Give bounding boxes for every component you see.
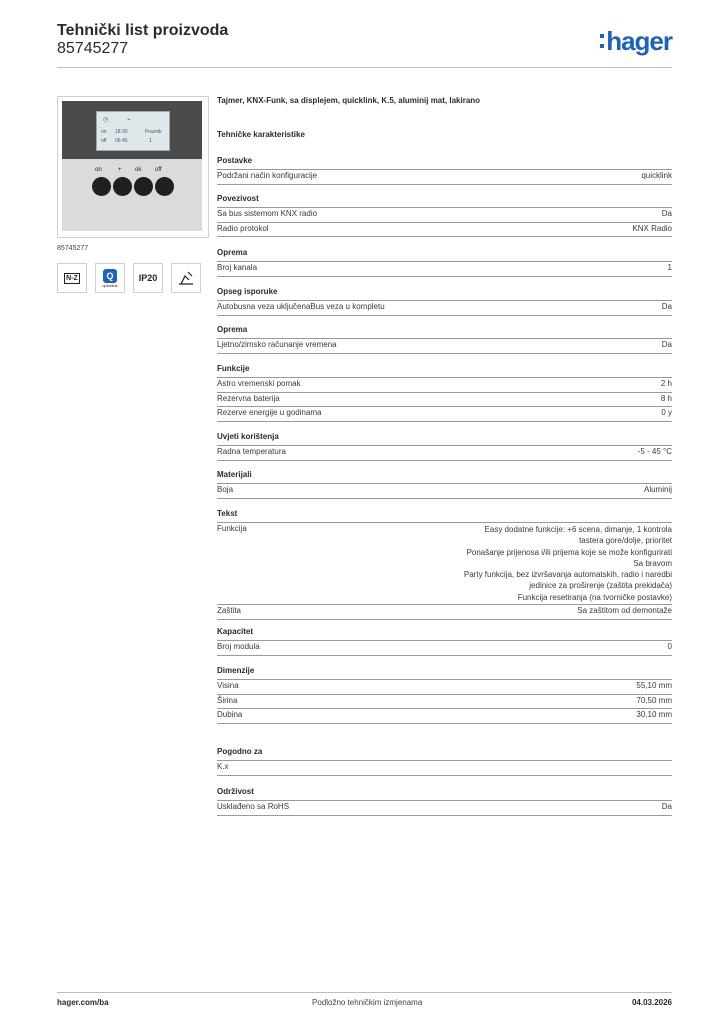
device-display: ◷ ⌁ on off 18:30 06:45 Praznik 1 [96, 111, 170, 151]
section-end-divider [217, 315, 672, 316]
hager-logo [600, 28, 672, 54]
spec-value: 8 h [660, 393, 672, 403]
spec-label: Podržani način konfiguracije [217, 171, 318, 180]
spec-label: Radna temperatura [217, 447, 286, 456]
spec-label: Širina [217, 695, 238, 705]
spec-value: 1 [667, 263, 672, 272]
spec-value: Da [661, 802, 672, 811]
spec-label: Broj kanala [217, 263, 258, 272]
spec-row [217, 522, 672, 605]
section-end-divider [217, 353, 672, 354]
spec-label: Rezervna baterija [217, 393, 280, 403]
section-end-divider [217, 276, 672, 277]
spec-value-line: Party funkcija, bez izvršavanja automatskih, radio i naredbi [463, 570, 672, 580]
logo-text: hager [606, 26, 672, 56]
spec-value: Aluminij [643, 485, 672, 494]
section-heading: Materijali [217, 470, 252, 479]
spec-row [217, 694, 672, 710]
spec-value-line: Sa bravom [633, 558, 672, 568]
spec-value: Da [661, 209, 672, 218]
section-heading: Kapacitet [217, 627, 254, 636]
spec-label: Sa bus sistemom KNX radio [217, 209, 318, 218]
section-end-divider [217, 619, 672, 620]
spec-row [217, 760, 672, 776]
knx-rf-icon: N-Z [57, 263, 87, 293]
spec-value-line: jedinice za proširenje (zaštita prekidača) [529, 581, 672, 591]
section-heading: Uvjeti korištenja [217, 432, 279, 441]
spec-row [217, 222, 672, 238]
section-heading: Postavke [217, 156, 253, 165]
spec-value: quicklink [641, 171, 672, 180]
section-end-divider [217, 498, 672, 499]
spec-row [217, 338, 672, 354]
spec-row [217, 207, 672, 223]
logo-dots-icon [600, 34, 604, 48]
section-heading: Povezivost [217, 194, 259, 203]
spec-label: Autobusna veza uključenaBus veza u kompletu [217, 302, 385, 311]
device-button [113, 177, 132, 196]
certification-icons [57, 263, 201, 293]
product-title: Tajmer, KNX-Funk, sa displejem, quicklink, K.5, aluminij mat, lakirano [217, 96, 481, 105]
device-button [134, 177, 153, 196]
ip20-icon: IP20 [133, 263, 163, 293]
spec-label: Rezerve energije u godinama [217, 408, 322, 418]
section-heading: Opseg isporuke [217, 287, 278, 296]
device-button [92, 177, 111, 196]
spec-value-line: Ponašanje prijenosa i/ili prijema koje se može konfigurirati [466, 547, 672, 557]
spec-value-line: Funkcija resetiranja (na tvorničke postavke) [517, 592, 672, 602]
section-heading: Oprema [217, 248, 248, 257]
device-buttons [92, 177, 174, 196]
spec-value: 30,10 mm [636, 710, 672, 720]
footer-date: 04.03.2026 [631, 998, 672, 1007]
footer-divider [57, 992, 672, 993]
section-end-divider [217, 184, 672, 185]
section-heading: Tekst [217, 509, 238, 518]
installation-icon [171, 263, 201, 293]
device-illustration: ◷ ⌁ on off 18:30 06:45 Praznik 1 on + ok off [62, 101, 202, 231]
section-end-divider [217, 460, 672, 461]
footer-website: hager.com/ba [57, 998, 109, 1007]
spec-label: Boja [217, 485, 234, 494]
spec-label: Visina [217, 681, 239, 690]
spec-label: Funkcija [217, 524, 247, 533]
spec-label: Astro vremenski pomak [217, 379, 301, 388]
spec-value: Da [661, 302, 672, 311]
spec-row [217, 445, 672, 461]
spec-value: 55,10 mm [636, 681, 672, 690]
specs-heading: Tehničke karakteristike [217, 130, 305, 139]
section-heading: Održivost [217, 787, 254, 796]
spec-value-line: Easy dodatne funkcije: +6 scena, dimanje, 1 kontrola [484, 525, 672, 534]
spec-row [217, 708, 672, 724]
spec-value: 0 [667, 642, 672, 651]
spec-value: Sa zaštitom od demontaže [577, 606, 672, 616]
section-end-divider [217, 655, 672, 656]
header-divider [57, 67, 672, 68]
spec-label: Broj modula [217, 642, 260, 651]
spec-row [217, 483, 672, 499]
product-image [57, 96, 209, 238]
section-heading: Pogodno za [217, 747, 263, 756]
spec-value-line: tastera gore/dolje, prioritet [579, 536, 672, 546]
spec-row [217, 604, 672, 620]
spec-row [217, 406, 672, 422]
spec-row [217, 392, 672, 408]
product-code-header: 85745277 [57, 40, 129, 57]
antenna-icon: ⌁ [127, 117, 131, 123]
spec-row [217, 679, 672, 695]
clock-icon: ◷ [103, 117, 109, 123]
page-title: Tehnički list proizvoda [57, 22, 229, 39]
spec-label: Ljetno/zimsko računanje vremena [217, 340, 337, 349]
spec-value [372, 524, 672, 603]
spec-value: 0 y [661, 408, 672, 418]
section-end-divider [217, 775, 672, 776]
spec-value: KNX Radio [632, 223, 672, 233]
spec-value: 2 h [660, 379, 672, 388]
section-end-divider [217, 723, 672, 724]
spec-label: K.x [217, 762, 229, 771]
spec-value: -5 - 45 °C [637, 447, 672, 456]
section-heading: Dimenzije [217, 666, 255, 675]
spec-label: Radio protokol [217, 223, 269, 233]
spec-row [217, 261, 672, 277]
spec-row [217, 300, 672, 316]
section-end-divider [217, 236, 672, 237]
spec-label: Dubina [217, 710, 243, 720]
section-heading: Oprema [217, 325, 248, 334]
spec-value: Da [661, 340, 672, 349]
spec-label: Zaštita [217, 606, 242, 616]
section-heading: Funkcije [217, 364, 250, 373]
spec-label: Usklađeno sa RoHS [217, 802, 290, 811]
spec-value: 70,50 mm [636, 695, 672, 705]
spec-row [217, 377, 672, 393]
section-end-divider [217, 421, 672, 422]
footer-note: Podložno tehničkim izmjenama [312, 998, 423, 1007]
quicklink-icon: Q quicklink [95, 263, 125, 293]
product-code-label: 85745277 [57, 245, 89, 252]
section-end-divider [217, 815, 672, 816]
spec-row [217, 640, 672, 656]
spec-row [217, 800, 672, 816]
device-button [155, 177, 174, 196]
spec-row [217, 169, 672, 185]
